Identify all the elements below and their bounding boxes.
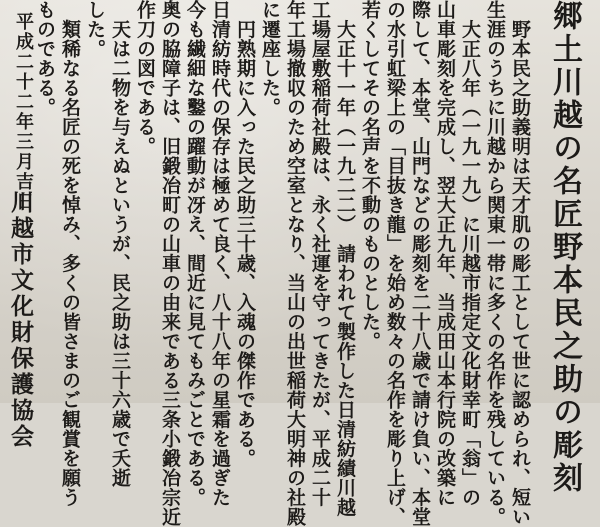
- text-column: 奥の脇障子は、旧鍛冶町の山車の由来である三条小鍛冶宗近: [159, 0, 181, 527]
- text-column: の水引虹梁上の「目抜き龍」を始め数々の名作を彫り上げ、: [384, 0, 406, 527]
- text-column: ものである。: [34, 0, 56, 117]
- text-column: 天は二物を与えぬというが、民之助は三十六歳で夭逝: [109, 0, 131, 488]
- text-column: 野本民之助義明は天才肌の彫工として世に認められ、短い: [509, 0, 531, 527]
- text-column: 年工場撤収のため空室となり、当山の出世稲荷大明神の社殿: [284, 0, 306, 527]
- text-column: した。: [84, 0, 106, 59]
- text-column: 山車彫刻を完成し、翌大正九年、当成田山本行院の改築に: [434, 0, 456, 507]
- text-column: 工場屋敷稲荷社殿は、永く社運を守ってきたが、平成二十: [309, 0, 331, 507]
- text-column: 日清紡時代の保存は極めて良く、八十八年の星霜を過ぎた: [209, 0, 231, 507]
- text-column: 類稀なる名匠の死を悼み、多くの皆さまのご観賞を願う: [59, 0, 81, 507]
- text-column: 際して、本堂、山門などの彫刻を二十八歳で請け負い、本堂: [409, 0, 431, 527]
- text-column: 生涯のうちに川越から関東一帯に多くの名作を残している。: [484, 0, 506, 527]
- text-column: 大正八年（一九一九）に川越市指定文化財幸町「翁」の: [459, 0, 481, 507]
- date-text: 平成二十二年三月吉日: [13, 12, 34, 212]
- text-column: に遷座した。: [259, 0, 281, 117]
- text-column: 大正十一年（一九二二） 請われて製作した日清紡績川越: [334, 0, 356, 517]
- text-column: 若くしてその名声を不動のものとした。: [359, 0, 381, 351]
- organization-name: 川越市文化財保護協会: [7, 190, 34, 450]
- sign-title: 郷土川越の名匠野本民之助の彫刻: [547, 0, 582, 495]
- text-column: 作刀の図である。: [134, 0, 156, 156]
- text-column: 円熟期に入った民之助三十歳、入魂の傑作である。: [234, 0, 256, 468]
- text-column: 今も繊細な鑿の躍動が冴え、間近に見てもみごとである。: [184, 0, 206, 507]
